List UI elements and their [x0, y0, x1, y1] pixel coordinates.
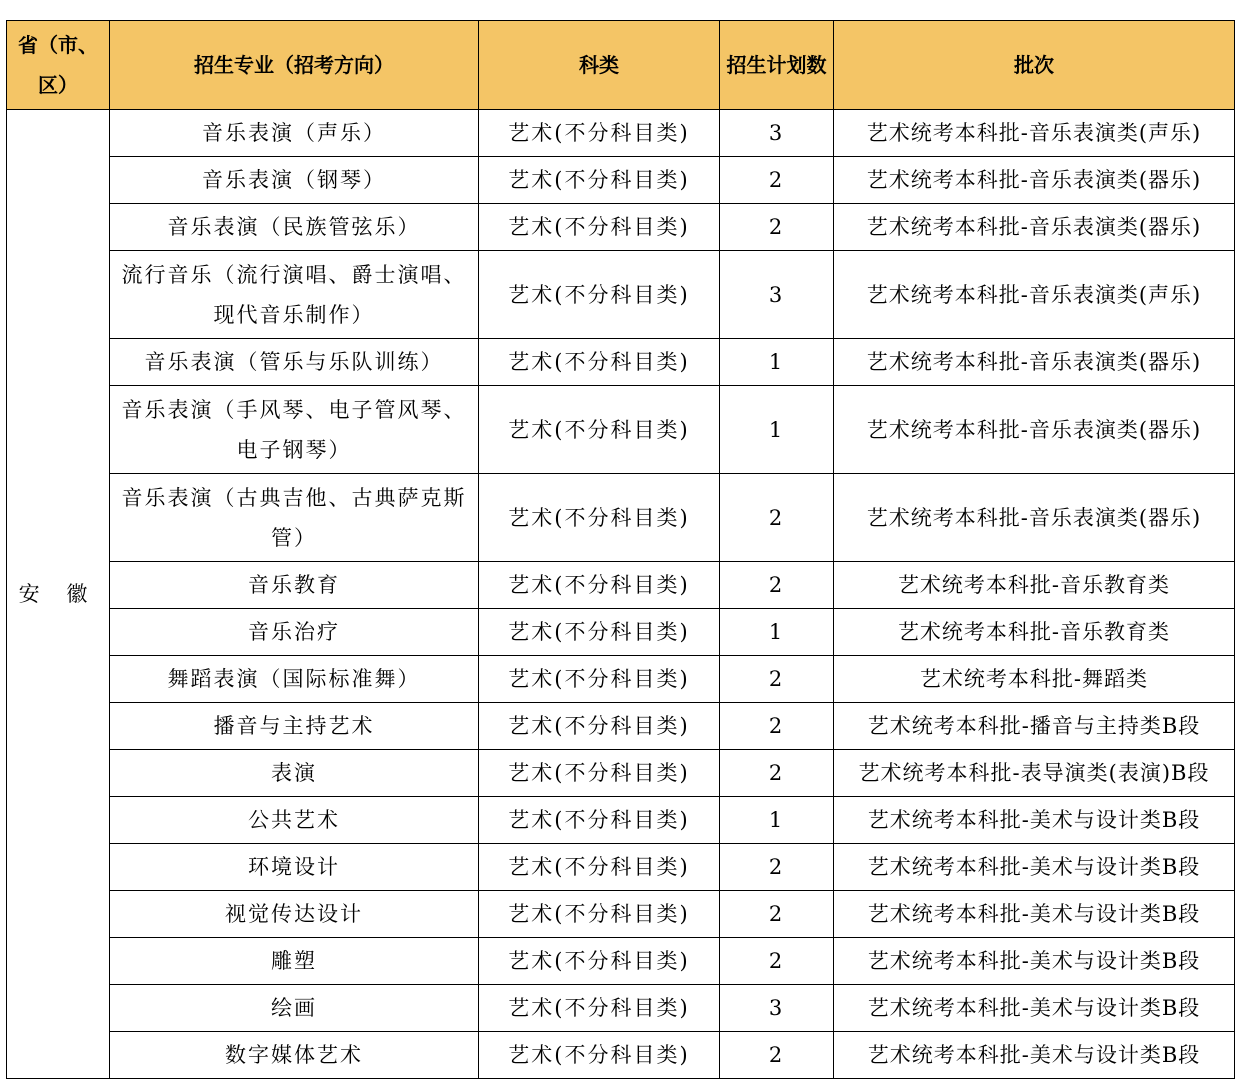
major-cell: 音乐表演（钢琴）: [110, 157, 479, 204]
quota-cell: 2: [720, 703, 834, 750]
subject-cell: 艺术(不分科目类): [479, 609, 720, 656]
header-quota: 招生计划数: [720, 21, 834, 110]
quota-cell: 2: [720, 562, 834, 609]
major-cell: 播音与主持艺术: [110, 703, 479, 750]
table-row: [7, 750, 1235, 797]
table-row: [7, 386, 1235, 474]
batch-cell: 艺术统考本科批-表导演类(表演)B段: [834, 750, 1235, 797]
quota-cell: 2: [720, 891, 834, 938]
batch-cell: 艺术统考本科批-音乐表演类(器乐): [834, 157, 1235, 204]
batch-cell: 艺术统考本科批-音乐教育类: [834, 562, 1235, 609]
subject-cell: 艺术(不分科目类): [479, 797, 720, 844]
quota-cell: 1: [720, 797, 834, 844]
quota-cell: 2: [720, 474, 834, 562]
subject-cell: 艺术(不分科目类): [479, 204, 720, 251]
table-row: [7, 1032, 1235, 1079]
table-row: [7, 562, 1235, 609]
admissions-table: [6, 20, 1235, 1079]
major-cell: 音乐表演（手风琴、电子管风琴、电子钢琴）: [110, 386, 479, 474]
table-row: [7, 656, 1235, 703]
subject-cell: 艺术(不分科目类): [479, 386, 720, 474]
quota-cell: 1: [720, 386, 834, 474]
quota-cell: 2: [720, 157, 834, 204]
batch-cell: 艺术统考本科批-美术与设计类B段: [834, 797, 1235, 844]
subject-cell: 艺术(不分科目类): [479, 938, 720, 985]
quota-cell: 2: [720, 844, 834, 891]
subject-cell: 艺术(不分科目类): [479, 1032, 720, 1079]
major-cell: 音乐表演（古典吉他、古典萨克斯管）: [110, 474, 479, 562]
major-cell: 绘画: [110, 985, 479, 1032]
quota-cell: 3: [720, 251, 834, 339]
header-subject: 科类: [479, 21, 720, 110]
table-row: [7, 938, 1235, 985]
batch-cell: 艺术统考本科批-音乐表演类(声乐): [834, 110, 1235, 157]
batch-cell: 艺术统考本科批-美术与设计类B段: [834, 938, 1235, 985]
major-cell: 音乐教育: [110, 562, 479, 609]
header-row: [7, 21, 1235, 110]
major-cell: 数字媒体艺术: [110, 1032, 479, 1079]
quota-cell: 3: [720, 985, 834, 1032]
major-cell: 雕塑: [110, 938, 479, 985]
batch-cell: 艺术统考本科批-播音与主持类B段: [834, 703, 1235, 750]
major-cell: 视觉传达设计: [110, 891, 479, 938]
quota-cell: 2: [720, 938, 834, 985]
table-row: [7, 339, 1235, 386]
batch-cell: 艺术统考本科批-美术与设计类B段: [834, 1032, 1235, 1079]
quota-cell: 3: [720, 110, 834, 157]
table-row: [7, 474, 1235, 562]
major-cell: 公共艺术: [110, 797, 479, 844]
table-row: [7, 797, 1235, 844]
major-cell: 表演: [110, 750, 479, 797]
subject-cell: 艺术(不分科目类): [479, 844, 720, 891]
major-cell: 舞蹈表演（国际标准舞）: [110, 656, 479, 703]
table-row: [7, 251, 1235, 339]
table-row: [7, 891, 1235, 938]
major-cell: 音乐表演（管乐与乐队训练）: [110, 339, 479, 386]
subject-cell: 艺术(不分科目类): [479, 251, 720, 339]
quota-cell: 2: [720, 204, 834, 251]
subject-cell: 艺术(不分科目类): [479, 562, 720, 609]
quota-cell: 2: [720, 656, 834, 703]
header-batch: 批次: [834, 21, 1235, 110]
quota-cell: 1: [720, 609, 834, 656]
batch-cell: 艺术统考本科批-音乐表演类(器乐): [834, 386, 1235, 474]
header-province: 省（市、区）: [7, 21, 110, 110]
subject-cell: 艺术(不分科目类): [479, 474, 720, 562]
batch-cell: 艺术统考本科批-音乐教育类: [834, 609, 1235, 656]
subject-cell: 艺术(不分科目类): [479, 891, 720, 938]
major-cell: 音乐治疗: [110, 609, 479, 656]
major-cell: 音乐表演（声乐）: [110, 110, 479, 157]
batch-cell: 艺术统考本科批-音乐表演类(器乐): [834, 204, 1235, 251]
batch-cell: 艺术统考本科批-美术与设计类B段: [834, 844, 1235, 891]
admissions-table-container: [6, 20, 1235, 1079]
header-major: 招生专业（招考方向）: [110, 21, 479, 110]
table-row: [7, 110, 1235, 157]
table-row: [7, 703, 1235, 750]
table-row: [7, 204, 1235, 251]
table-row: [7, 609, 1235, 656]
quota-cell: 2: [720, 1032, 834, 1079]
table-row: [7, 157, 1235, 204]
subject-cell: 艺术(不分科目类): [479, 656, 720, 703]
subject-cell: 艺术(不分科目类): [479, 157, 720, 204]
major-cell: 音乐表演（民族管弦乐）: [110, 204, 479, 251]
quota-cell: 2: [720, 750, 834, 797]
batch-cell: 艺术统考本科批-美术与设计类B段: [834, 985, 1235, 1032]
subject-cell: 艺术(不分科目类): [479, 339, 720, 386]
table-row: [7, 844, 1235, 891]
major-cell: 环境设计: [110, 844, 479, 891]
subject-cell: 艺术(不分科目类): [479, 110, 720, 157]
province-cell: 安 徽: [7, 110, 110, 1079]
batch-cell: 艺术统考本科批-音乐表演类(声乐): [834, 251, 1235, 339]
batch-cell: 艺术统考本科批-美术与设计类B段: [834, 891, 1235, 938]
batch-cell: 艺术统考本科批-音乐表演类(器乐): [834, 474, 1235, 562]
major-cell: 流行音乐（流行演唱、爵士演唱、现代音乐制作）: [110, 251, 479, 339]
quota-cell: 1: [720, 339, 834, 386]
table-row: [7, 985, 1235, 1032]
subject-cell: 艺术(不分科目类): [479, 985, 720, 1032]
batch-cell: 艺术统考本科批-音乐表演类(器乐): [834, 339, 1235, 386]
subject-cell: 艺术(不分科目类): [479, 750, 720, 797]
batch-cell: 艺术统考本科批-舞蹈类: [834, 656, 1235, 703]
subject-cell: 艺术(不分科目类): [479, 703, 720, 750]
